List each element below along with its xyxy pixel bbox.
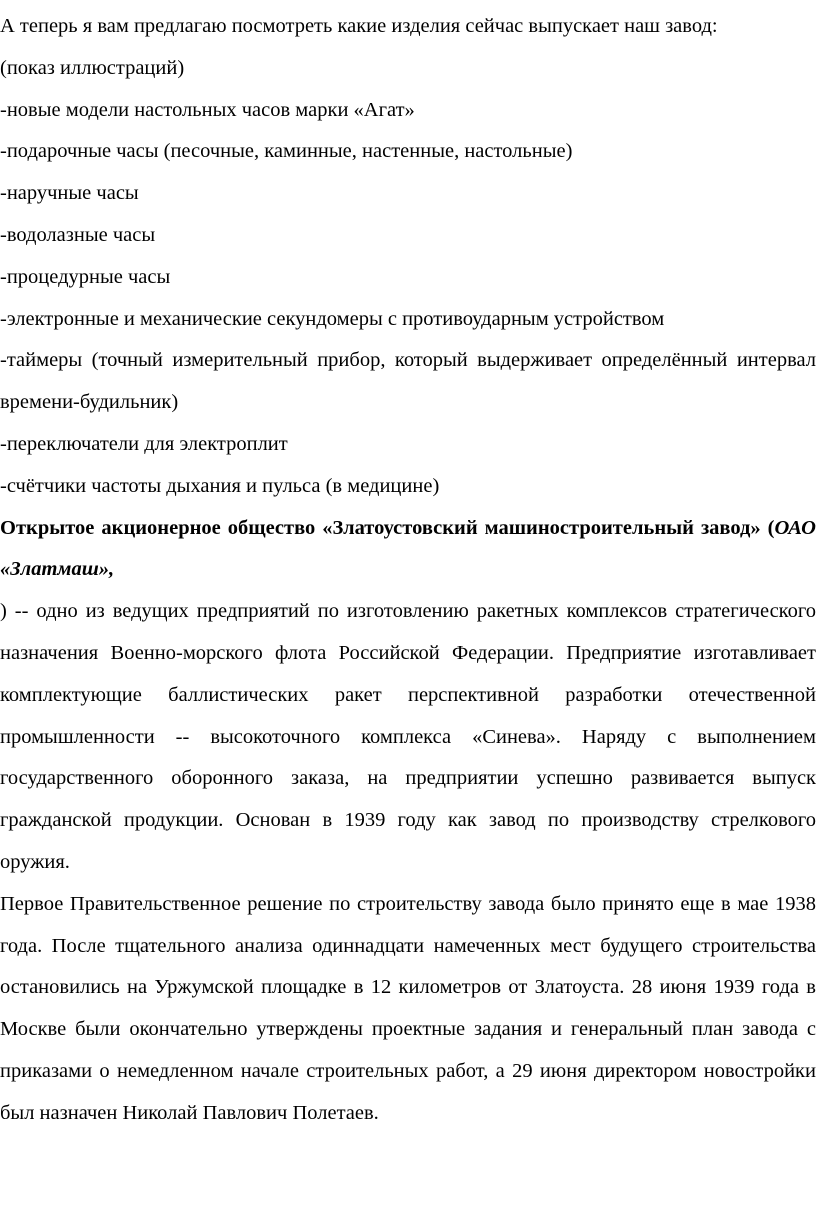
intro-paragraph: А теперь я вам предлагаю посмотреть какие изделия сейчас выпускает наш завод: bbox=[0, 15, 718, 37]
company-heading-italic: ОАО «Златмаш», bbox=[0, 516, 816, 581]
list-item: -подарочные часы (песочные, каминные, настенные, настольные) bbox=[0, 140, 573, 163]
company-heading bbox=[0, 508, 816, 592]
list-item: -таймеры (точный измерительный прибор, который выдерживает определённый интервал времени-будильник) bbox=[0, 349, 816, 414]
list-item: -переключатели для электроплит bbox=[0, 432, 288, 455]
list-item: -наручные часы bbox=[0, 182, 139, 205]
list-item: -новые модели настольных часов марки «Агат» bbox=[0, 98, 415, 121]
history-paragraph: Первое Правительственное решение по строительству завода было принято еще в мае 1938 года. После тщательного анализа одиннадцати намеченных мест будущего строительства остановились на Уржумской площадке в 12 километров от Златоуста. 28 июня 1939 года в Москве были окончательно утверждены проектные задания и генеральный план завода с приказами о немедленном начале строительных работ, а 29 июня директором новостройки был назначен Николай Павлович Полетаев. bbox=[0, 892, 816, 1124]
list-item: -электронные и механические секундомеры с противоударным устройством bbox=[0, 307, 665, 330]
company-heading-bold: Открытое акционерное общество «Златоустовский машиностроительный завод» ( bbox=[0, 516, 775, 539]
list-item: -процедурные часы bbox=[0, 265, 171, 288]
company-paragraph: ) -- одно из ведущих предприятий по изготовлению ракетных комплексов стратегического назначения Военно-морского флота Российской Федерации. Предприятие изготавливает комплектующие баллистических ракет перспективной разработки отечественной промышленности -- высокоточного комплекса «Синева». Наряду с выполнением государственного оборонного заказа, на предприятии успешно развивается выпуск гражданской продукции. Основан в 1939 году как завод по производству стрелкового оружия. bbox=[0, 600, 816, 873]
show-note: (показ иллюстраций) bbox=[0, 56, 185, 79]
list-item: -счётчики частоты дыхания и пульса (в медицине) bbox=[0, 474, 440, 497]
list-item: -водолазные часы bbox=[0, 223, 156, 246]
